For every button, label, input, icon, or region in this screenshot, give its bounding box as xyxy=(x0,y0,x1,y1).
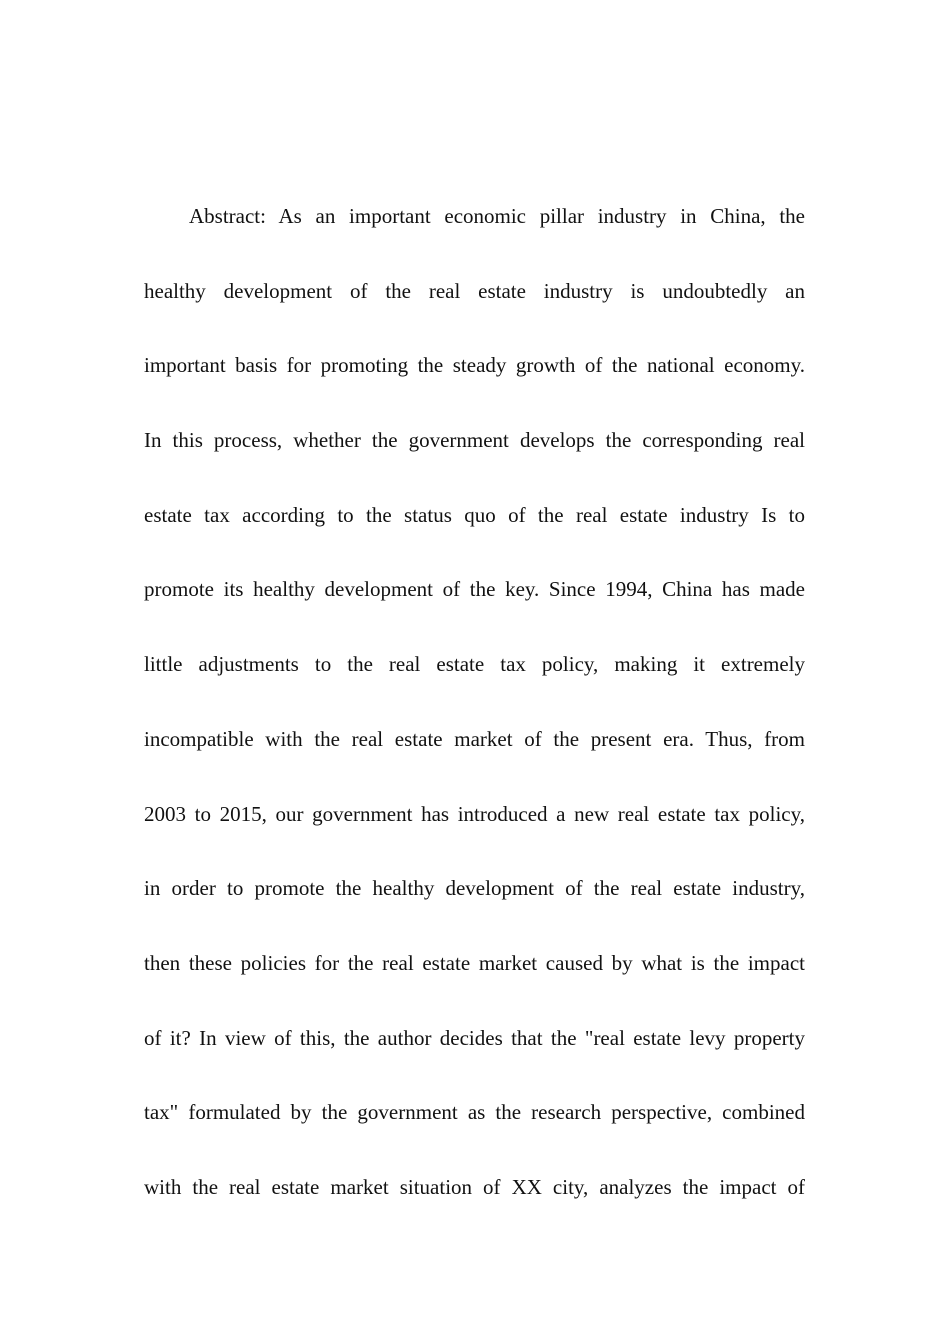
text-line: healthy development of the real estate industry is undoubtedly an xyxy=(144,278,805,303)
text-line: with the real estate market situation of XX city, analyzes the impact of xyxy=(144,1174,805,1199)
text-line: incompatible with the real estate market of the present era. Thus, from xyxy=(144,726,805,751)
text-line: in order to promote the healthy development of the real estate industry, xyxy=(144,876,805,901)
text-line: important basis for promoting the steady growth of the national economy. xyxy=(144,353,805,378)
text-line: then these policies for the real estate market caused by what is the impact xyxy=(144,950,805,975)
text-line: estate tax according to the status quo of the real estate industry Is to xyxy=(144,502,805,527)
text-line: tax" formulated by the government as the research perspective, combined xyxy=(144,1100,805,1125)
abstract-paragraph xyxy=(144,179,805,1225)
text-line: 2003 to 2015, our government has introduced a new real estate tax policy, xyxy=(144,801,805,826)
text-line: promote its healthy development of the key. Since 1994, China has made xyxy=(144,577,805,602)
text-line: Abstract: As an important economic pillar industry in China, the xyxy=(189,204,805,228)
text-line: of it? In view of this, the author decides that the "real estate levy property xyxy=(144,1025,805,1050)
text-line: little adjustments to the real estate tax policy, making it extremely xyxy=(144,652,805,677)
text-line: In this process, whether the government develops the corresponding real xyxy=(144,428,805,453)
